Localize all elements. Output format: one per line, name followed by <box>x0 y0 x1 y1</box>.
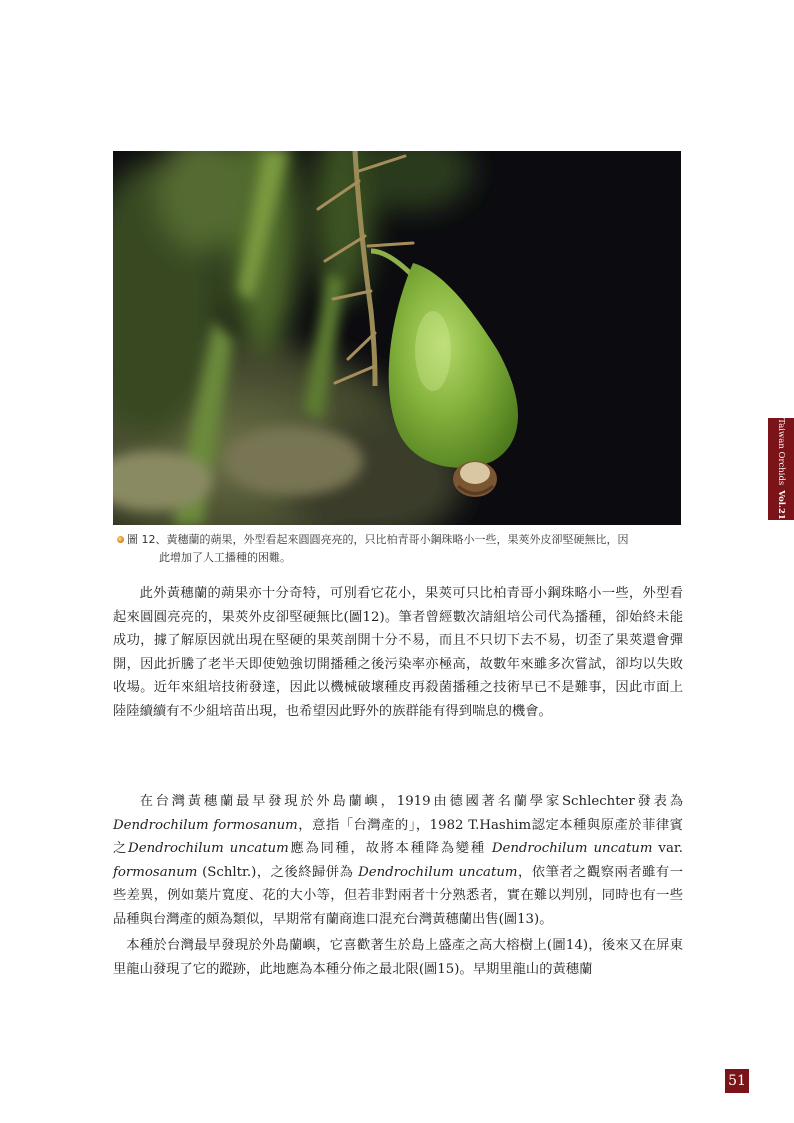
journal-side-tab <box>768 418 794 520</box>
paragraph-distribution: 本種於台灣最早發現於外島蘭嶼，它喜歡著生於島上盛產之高大榕樹上(圖14)，後來又在屏東里龍山發現了它的蹤跡，此地應為本種分佈之最北限(圖15)。早期里龍山的黃穗蘭 <box>113 938 683 977</box>
orchid-fruit-photo <box>113 151 681 525</box>
page-number: 51 <box>725 1069 749 1093</box>
figure-caption <box>117 531 687 567</box>
paragraph-taxonomy: 在台灣黃穗蘭最早發現於外島蘭嶼，1919由德國著名蘭學家Schlechter發表為Dendrochilum formosanum，意指「台灣產的」，1982 T.Hashim認定本種與原產於菲律賓之Dendrochilum uncatum應為同種，故將本種降為變種 Dendrochilum uncatum var. formosanum (Schltr.)，之後終歸併為 Dendrochilum uncatum，依筆者之觀察兩者雖有一些差異，例如葉片寬度、花的大小等，但若非對兩者十分熟悉者，實在難以判別，同時也有一些品種與台灣產的頗為類似，早期常有蘭商進口混充台灣黃穗蘭出售(圖13)。 <box>113 794 684 927</box>
bullet-icon <box>117 536 124 543</box>
caption-line-2: 此增加了人工播種的困難。 <box>159 551 291 564</box>
journal-title: Taiwan Orchids <box>776 418 786 486</box>
journal-volume: Vol.21 <box>776 490 786 520</box>
paragraph-fruit-description: 此外黃穗蘭的蒴果亦十分奇特，可別看它花小，果莢可只比柏青哥小鋼珠略小一些，外型看起來圓圓亮亮的，果莢外皮卻堅硬無比(圖12)。筆者曾經數次請組培公司代為播種，卻始終未能成功，據了解原因就出現在堅硬的果莢剖開十分不易，而且不只切下去不易，切歪了果莢還會彈開，因此折騰了老半天即使勉強切開播種之後污染率亦極高，故數年來雖多次嘗試，卻均以失敗收場。近年來組培技術發達，因此以機械破壞種皮再殺菌播種之技術早已不是難事，因此市面上陸陸續續有不少組培苗出現，也希望因此野外的族群能有得到喘息的機會。 <box>113 586 683 719</box>
caption-line-1: 圖 12、黃穗蘭的蒴果，外型看起來圓圓亮亮的，只比柏青哥小鋼珠略小一些，果莢外皮卻堅硬無比，因 <box>117 531 687 549</box>
